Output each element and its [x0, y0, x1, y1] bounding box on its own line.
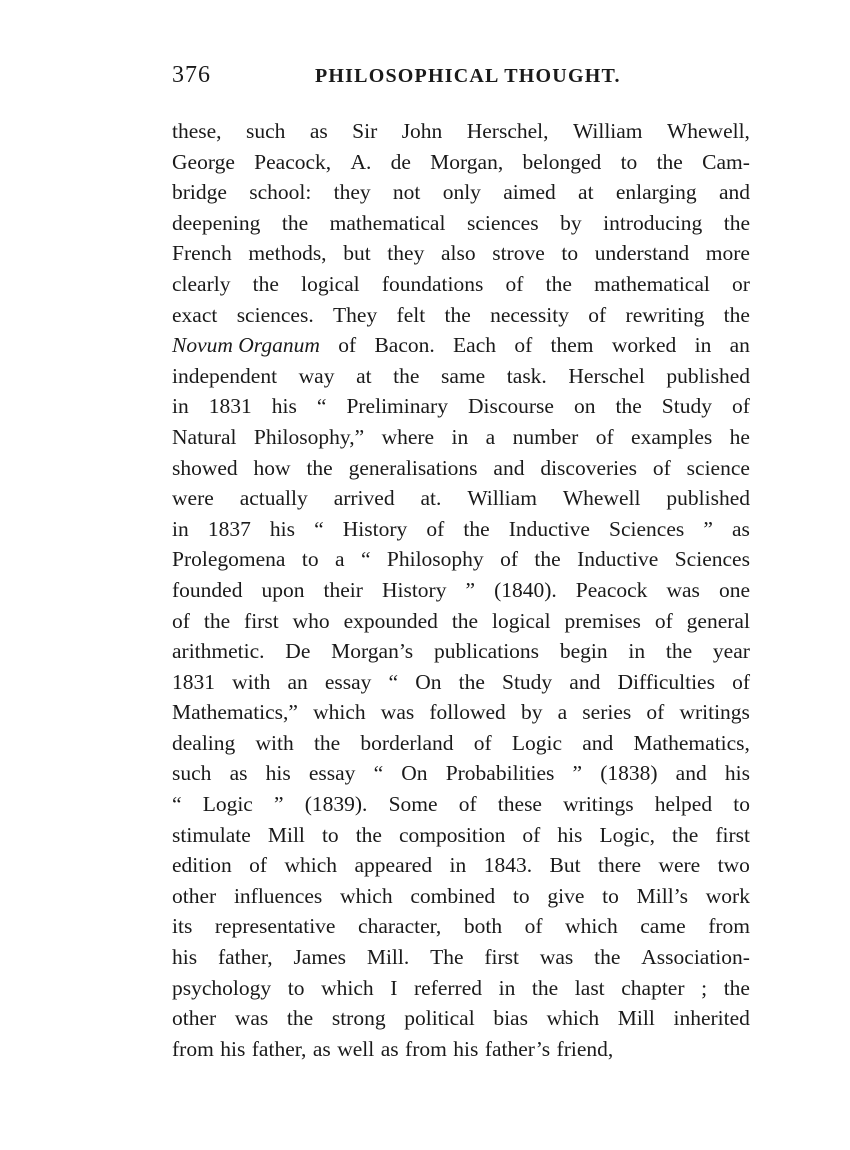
- text-line: clearly the logical foundations of the mathematical or: [172, 271, 750, 296]
- text-line: dealing with the borderland of Logic and Mathematics,: [172, 730, 750, 755]
- text-line: such as his essay “ On Probabilities ” (1838) and his: [172, 761, 750, 786]
- text-line: in 1837 his “ History of the Inductive Sciences ” as: [172, 516, 750, 541]
- text-line: edition of which appeared in 1843. But there were two: [172, 853, 750, 878]
- text-line: other was the strong political bias which Mill inherited: [172, 1006, 750, 1031]
- text-line: George Peacock, A. de Morgan, belonged to the Cam-: [172, 149, 750, 174]
- running-title: PHILOSOPHICAL THOUGHT.: [315, 65, 621, 87]
- text-line: psychology to which I referred in the last chapter ; the: [172, 975, 750, 1000]
- text-line: Natural Philosophy,” where in a number of examples he: [172, 424, 750, 449]
- text-line: in 1831 his “ Preliminary Discourse on the Study of: [172, 394, 750, 419]
- text-line: founded upon their History ” (1840). Peacock was one: [172, 577, 750, 602]
- text-line: 1831 with an essay “ On the Study and Difficulties of: [172, 669, 750, 694]
- text-line: deepening the mathematical sciences by introducing the: [172, 210, 750, 235]
- running-head: [172, 62, 750, 94]
- text-line: independent way at the same task. Herschel published: [172, 363, 750, 388]
- text-line: Prolegomena to a “ Philosophy of the Inductive Sciences: [172, 547, 750, 572]
- body-text: [172, 116, 750, 1064]
- text-line: French methods, but they also strove to understand more: [172, 241, 750, 266]
- text-line: its representative character, both of which came from: [172, 914, 750, 939]
- text-line: of the first who expounded the logical premises of general: [172, 608, 750, 633]
- text-line: “ Logic ” (1839). Some of these writings helped to: [172, 792, 750, 817]
- text-line: Mathematics,” which was followed by a series of writings: [172, 700, 750, 725]
- text-line: arithmetic. De Morgan’s publications begin in the year: [172, 639, 750, 664]
- text-line: bridge school: they not only aimed at enlarging and: [172, 180, 750, 205]
- text-line: other influences which combined to give to Mill’s work: [172, 883, 750, 908]
- text-line: from his father, as well as from his father’s friend,: [172, 1036, 614, 1061]
- page-number: 376: [172, 62, 211, 88]
- text-line: were actually arrived at. William Whewell published: [172, 486, 750, 511]
- text-line: stimulate Mill to the composition of his Logic, the first: [172, 822, 750, 847]
- text-line: Novum Organum of Bacon. Each of them worked in an: [172, 333, 750, 358]
- text-line: his father, James Mill. The first was the Association-: [172, 945, 750, 970]
- text-line: showed how the generalisations and discoveries of science: [172, 455, 750, 480]
- text-line: exact sciences. They felt the necessity of rewriting the: [172, 302, 750, 327]
- text-line: these, such as Sir John Herschel, William Whewell,: [172, 119, 750, 143]
